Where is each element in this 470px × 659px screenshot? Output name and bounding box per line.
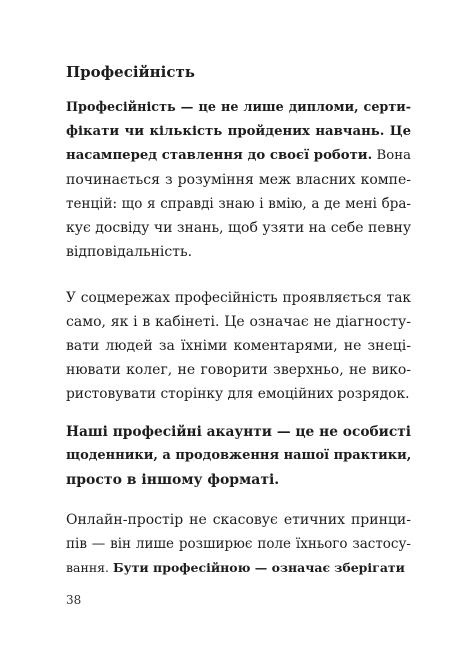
bold-text-run: Бути професійною — означає зберігати [113,560,405,575]
text-line [66,334,411,358]
text-run: само, як і в кабінеті. Це означає не діагносту- [66,314,411,330]
text-line [66,508,411,532]
text-run: Онлайн-простір не скасовує етичних принци- [66,512,411,528]
text-line [66,310,411,334]
text-run: ристовувати сторінку для емоційних розрядок. [66,386,410,402]
text-run: У соцмережах професійність проявляється так [66,290,411,306]
text-run: вання. [66,560,113,575]
text-run: пів — він лише розширює поле їхнього застосу- [66,536,411,552]
text-line [66,144,411,168]
text-line [66,192,411,216]
text-line [66,216,411,240]
text-line [66,532,411,556]
paragraph-3 [66,420,411,492]
paragraph-4 [66,508,411,580]
text-line [66,358,411,382]
text-line [66,556,411,580]
bold-text-run: Наші професійні акаунти — це не особисті [66,424,411,440]
text-run: тенцій: що я справді знаю і вмію, а де мені бра- [66,196,411,212]
text-line [66,420,411,444]
text-run: починається з розуміння меж власних компе- [66,172,411,188]
section-heading: Професійність [66,63,195,81]
text-run: кує досвіду чи знань, щоб узяти на себе певну [66,220,412,236]
text-line [66,286,411,310]
bold-text-run: фікати чи кількість пройдених навчань. Це [66,124,411,139]
paragraph-2 [66,286,411,406]
paragraph-1 [66,96,411,264]
bold-text-run: щоденники, а продовження нашої практики, [66,448,412,463]
text-line [66,96,411,120]
page-number: 38 [66,593,82,607]
text-line [66,444,411,468]
text-line [66,240,411,264]
text-run: Вона [372,148,411,163]
bold-text-run: насамперед ставлення до своєї роботи. [66,148,373,163]
bold-text-run: просто в іншому форматі. [66,472,280,488]
text-run: вати людей за їхніми коментарями, не знеці- [66,338,411,354]
text-line [66,168,411,192]
text-run: відповідальність. [66,244,193,260]
text-line [66,382,411,406]
bold-text-run: Професійність — це не лише дипломи, серти- [66,100,411,115]
text-run: нювати колег, не говорити зверхньо, не вико- [66,362,411,378]
text-line [66,468,411,492]
text-line [66,120,411,144]
